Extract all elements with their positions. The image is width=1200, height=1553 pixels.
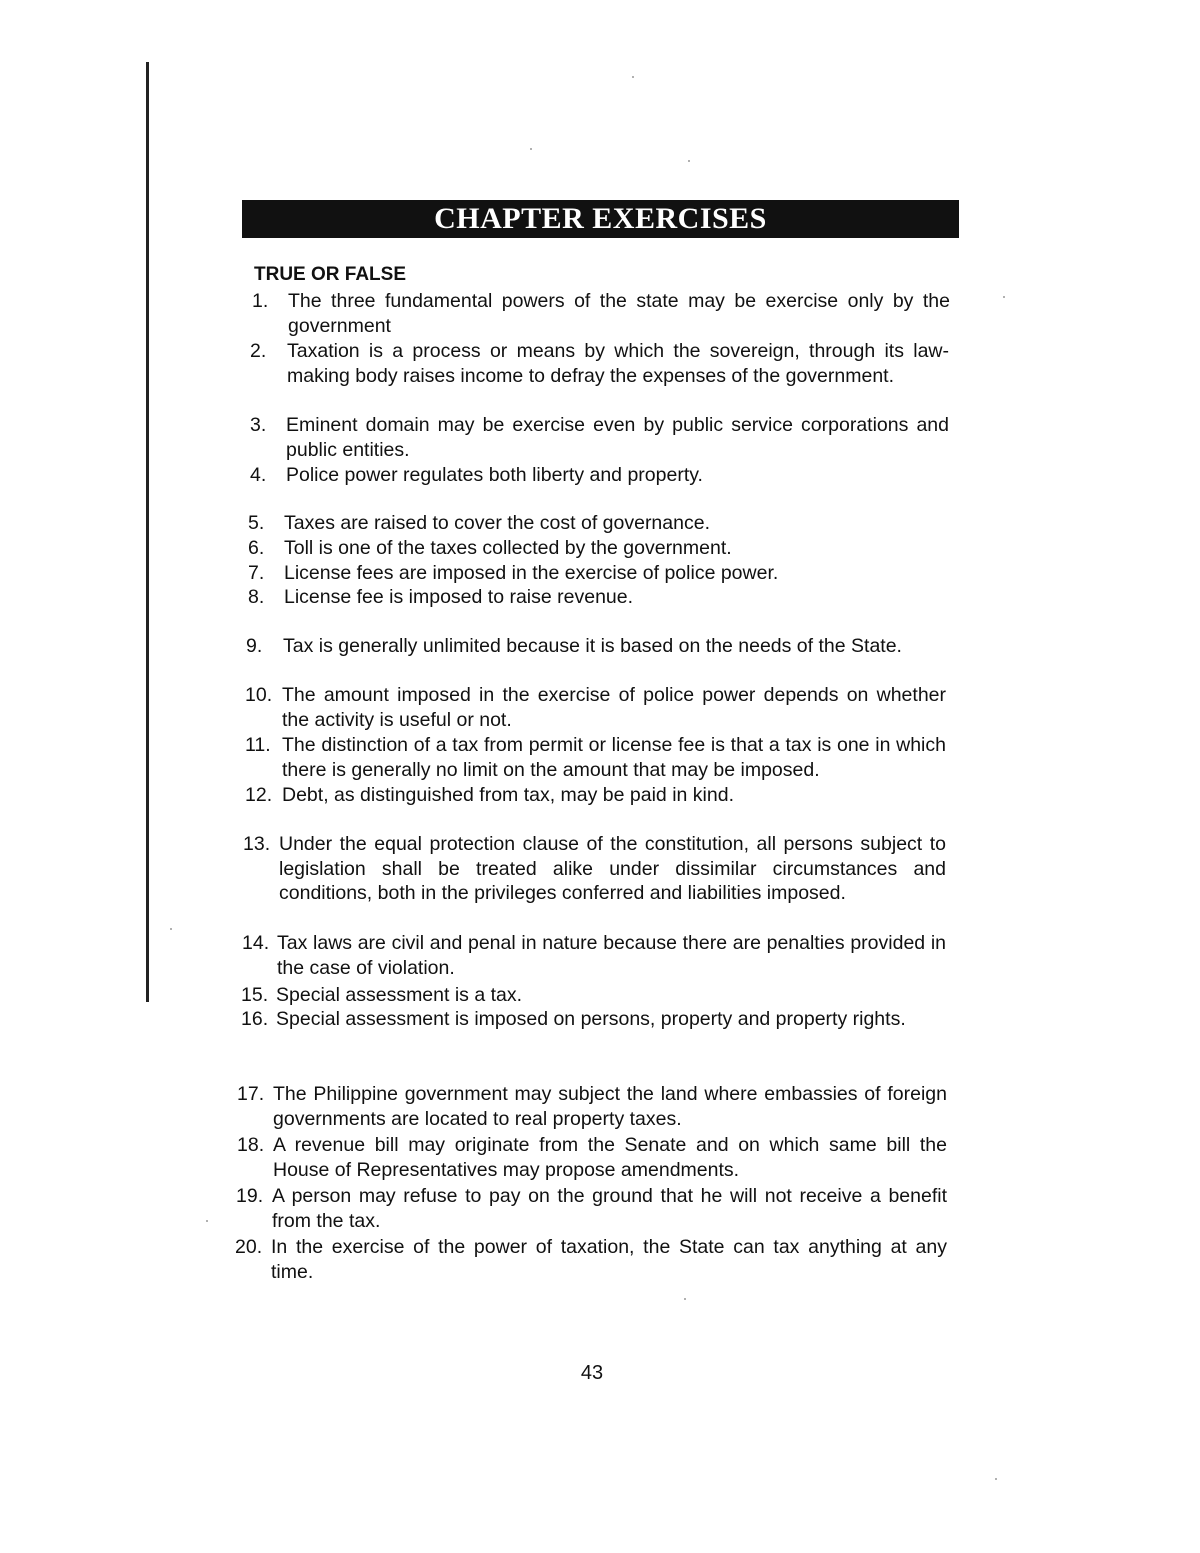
question-item [243,832,946,906]
question-number: 10. [245,684,273,706]
question-number: 14. [242,932,270,954]
scan-speck [170,928,172,930]
question-text: Toll is one of the taxes collected by the government. [284,537,732,559]
question-item [252,289,950,338]
scan-speck [632,76,634,78]
question-number: 5. [248,512,265,534]
section-title: TRUE OR FALSE [254,264,407,285]
question-item [245,783,946,808]
question-item [237,1133,947,1182]
question-item [250,463,949,488]
question-number: 17. [237,1083,265,1105]
question-text: Debt, as distinguished from tax, may be paid in kind. [282,784,734,806]
question-number: 20. [235,1236,263,1258]
scan-speck [206,1220,208,1222]
page-number: 43 [580,1362,604,1384]
question-number: 11. [245,734,271,756]
question-number: 19. [236,1185,264,1207]
question-text: Police power regulates both liberty and property. [286,464,703,486]
question-number: 6. [248,537,265,559]
question-text: Taxation is a process or means by which the sovereign, through its law-making body raises income to defray the expenses of the government. [287,340,949,387]
question-item [241,983,946,1008]
question-text: In the exercise of the power of taxation, the State can tax anything at any time. [271,1236,947,1283]
question-number: 18. [237,1134,265,1156]
question-text: Taxes are raised to cover the cost of governance. [284,512,710,534]
question-number: 13. [243,833,271,855]
question-number: 9. [246,635,263,657]
question-text: Tax laws are civil and penal in nature because there are penalties provided in the case of violation. [277,932,946,979]
question-item [241,1007,946,1032]
question-text: A revenue bill may originate from the Senate and on which same bill the House of Representatives may propose amendments. [273,1134,947,1181]
scan-speck [530,148,532,150]
scan-speck [688,160,690,162]
question-text: Special assessment is imposed on persons, property and property rights. [276,1008,906,1030]
question-text: Under the equal protection clause of the constitution, all persons subject to legislation shall be treated alike under dissimilar circumstances and conditions, both in the privileges conferred and liabilities imposed. [279,833,946,904]
question-number: 15. [241,984,269,1006]
question-text: License fee is imposed to raise revenue. [284,586,634,608]
question-text: A person may refuse to pay on the ground that he will not receive a benefit from the tax. [272,1185,947,1232]
question-text: Special assessment is a tax. [276,984,523,1006]
question-number: 8. [248,586,265,608]
question-text: Eminent domain may be exercise even by public service corporations and public entities. [286,414,949,461]
question-item [246,634,946,659]
question-number: 3. [250,414,267,436]
question-item [242,931,946,980]
question-item [248,536,948,561]
question-number: 1. [252,290,269,312]
scan-speck [1003,296,1005,298]
question-item [245,683,946,732]
question-text: The distinction of a tax from permit or license fee is that a tax is one in which there is generally no limit on the amount that may be imposed. [282,734,946,781]
question-number: 4. [250,464,267,486]
chapter-header: CHAPTER EXERCISES [242,200,959,238]
question-item [236,1184,947,1233]
question-item [235,1235,947,1284]
question-text: The amount imposed in the exercise of police power depends on whether the activity is useful or not. [282,684,946,731]
question-number: 2. [250,340,267,362]
question-item [250,413,949,462]
question-number: 7. [248,562,265,584]
question-item [237,1082,947,1131]
question-item [248,511,948,536]
question-text: The three fundamental powers of the state may be exercise only by the government [288,290,950,337]
question-text: License fees are imposed in the exercise of police power. [284,562,779,584]
question-number: 12. [245,784,273,806]
question-item [245,733,946,782]
question-text: The Philippine government may subject the land where embassies of foreign governments are located to real property taxes. [273,1083,947,1130]
question-item [250,339,949,388]
question-text: Tax is generally unlimited because it is based on the needs of the State. [283,635,902,657]
question-item [248,585,948,610]
scan-speck [684,1298,686,1300]
scan-speck [995,1478,997,1480]
question-number: 16. [241,1008,269,1030]
question-item [248,561,948,586]
